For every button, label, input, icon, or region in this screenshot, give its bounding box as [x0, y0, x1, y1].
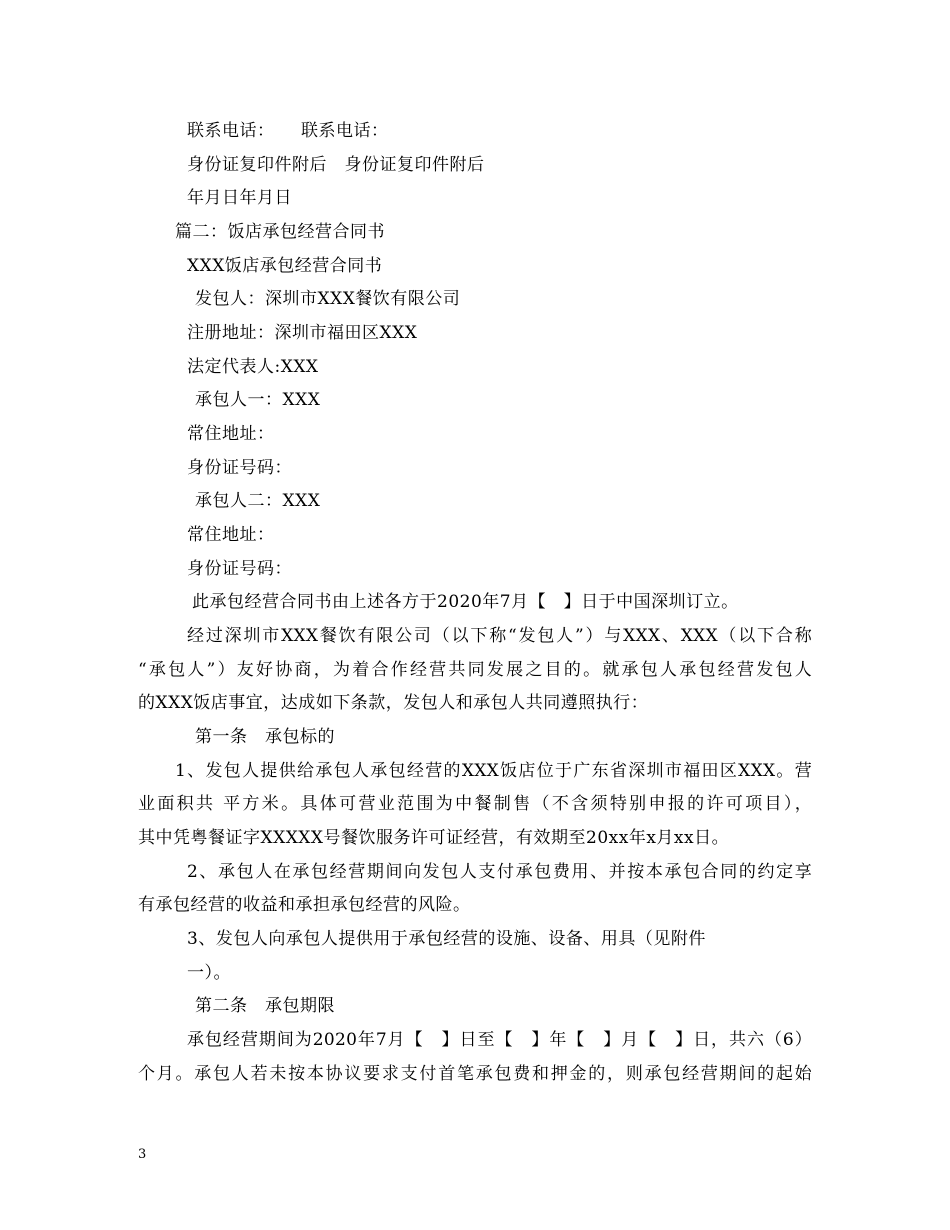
page-number: 3 — [138, 1147, 147, 1162]
id-number-2: 身份证号码： — [187, 559, 292, 579]
contractor-two: 承包人二：XXX — [195, 491, 321, 511]
residence-address-2: 常住地址： — [187, 525, 275, 545]
id-copy-line: 身份证复印件附后 身份证复印件附后 — [187, 155, 485, 175]
legal-representative: 法定代表人:XXX — [187, 357, 319, 377]
contract-signing-line: 此承包经营合同书由上述各方于2020年7月【 】日于中国深圳订立。 — [192, 592, 739, 612]
residence-address-1: 常住地址： — [187, 424, 275, 444]
contractor-one: 承包人一：XXX — [195, 390, 321, 410]
section-heading: 篇二：饭店承包经营合同书 — [175, 222, 385, 242]
party-issuer: 发包人：深圳市XXX餐饮有限公司 — [195, 289, 461, 309]
preamble-line-2: “承包人”）友好协商，为着合作经营共同发展之目的。就承包人承包经营发包人 — [138, 660, 812, 680]
clause-1-line-3: 其中凭粤餐证字XXXXX号餐饮服务许可证经营，有效期至20xx年x月xx日。 — [138, 828, 730, 848]
clause-2-line-2: 有承包经营的收益和承担承包经营的风险。 — [138, 895, 471, 915]
date-line: 年月日年月日 — [187, 188, 292, 208]
contract-title: XXX饭店承包经营合同书 — [187, 256, 383, 276]
article-two-heading: 第二条 承包期限 — [195, 996, 335, 1016]
contact-phone-line: 联系电话： 联系电话： — [187, 121, 389, 141]
preamble-line-3: 的XXX饭店事宜，达成如下条款，发包人和承包人共同遵照执行： — [138, 693, 649, 713]
clause-2-line-1: 2、承包人在承包经营期间向发包人支付承包费用、并按本承包合同的约定享 — [187, 862, 812, 882]
registered-address: 注册地址：深圳市福田区XXX — [187, 323, 418, 343]
article-one-heading: 第一条 承包标的 — [195, 727, 335, 747]
id-number-1: 身份证号码： — [187, 458, 292, 478]
clause-1-line-1: 1、发包人提供给承包人承包经营的XXX饭店位于广东省深圳市福田区XXX。营 — [175, 761, 812, 781]
clause-3-line-1: 3、发包人向承包人提供用于承包经营的设施、设备、用具（见附件 — [187, 929, 706, 949]
clause-1-line-2: 业面积共 平方米。具体可营业范围为中餐制售（不含须特别申报的许可项目）， — [138, 794, 812, 814]
term-line-1: 承包经营期间为2020年7月【 】日至【 】年【 】月【 】日，共六（6） — [187, 1030, 812, 1050]
clause-3-line-2: 一）。 — [187, 963, 231, 983]
preamble-line-1: 经过深圳市XXX餐饮有限公司（以下称“发包人”）与XXX、XXX（以下合称 — [187, 626, 812, 646]
term-line-2: 个月。承包人若未按本协议要求支付首笔承包费和押金的，则承包经营期间的起始 — [138, 1064, 812, 1084]
